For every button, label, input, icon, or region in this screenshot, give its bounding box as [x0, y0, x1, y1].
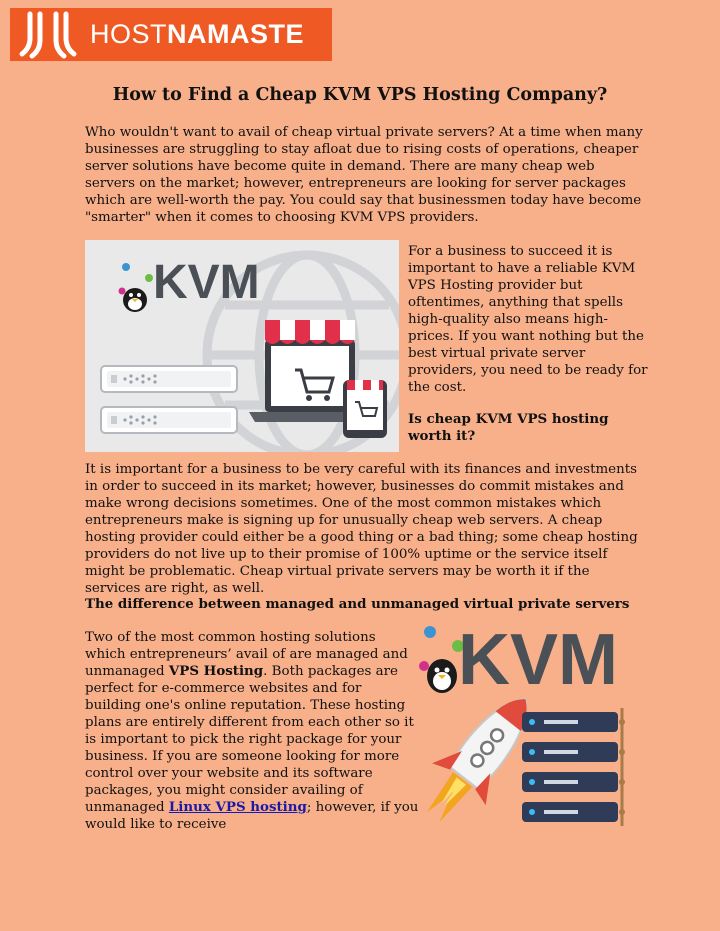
kvm-rocket-graphic: [410, 620, 640, 840]
host-namaste-logo[interactable]: [10, 8, 332, 61]
side-paragraph: For a business to succeed it is important to have a reliable KVM VPS Hosting provider but oftentimes, anything that spells high-quality also means high-prices. If you want nothing but the best virtual private server providers, you need to be ready for the cost.: [408, 244, 648, 395]
kvm-ecommerce-illustration: [85, 240, 399, 452]
last-paragraph-part3: ; however, if you would like to receive: [85, 800, 419, 832]
penguin-icon: [427, 659, 457, 693]
last-paragraph-part1: Two of the most common hosting solutions which entrepreneurs’ avail of are managed and unmanaged: [85, 630, 408, 679]
penguin-icon: [123, 288, 147, 312]
namaste-hands-icon: [18, 8, 78, 61]
logo-text-namaste: NAMASTE: [167, 19, 305, 49]
page-title: How to Find a Cheap KVM VPS Hosting Company?: [112, 85, 608, 105]
intro-paragraph: Who wouldn't want to avail of cheap virtual private servers? At a time when many businesses are struggling to stay afloat due to rising costs of operations, cheaper server solutions have become quite in demand. There are many cheap web servers on the market; however, entrepreneurs are looking for server packages which are well-worth the pay. You could say that businessmen today have become "smarter" when it comes to choosing KVM VPS providers.: [85, 125, 643, 225]
kvm-illustration-graphic: [85, 240, 399, 452]
kvm-logo-text: KVM: [153, 256, 260, 309]
section-heading: The difference between managed and unmanaged virtual private servers: [85, 596, 630, 612]
last-paragraph-part2: . Both packages are perfect for e-commerce websites and for building one's online reputation. These hosting plans are entirely different from each other so it is important to pick the right package for your business. If you are someone looking for more control over your website and its software packages, you might consider availing of unmanaged: [85, 664, 414, 815]
kvm-rocket-illustration: [410, 620, 640, 840]
vps-hosting-bold: VPS Hosting: [168, 663, 264, 679]
last-paragraph: [85, 629, 420, 833]
server-stack-icon: [522, 708, 625, 826]
logo-text-host: HOST: [90, 19, 168, 49]
logo-wordmark: [90, 19, 304, 50]
question-heading: Is cheap KVM VPS hosting worth it?: [408, 411, 609, 444]
kvm-logo-text-2: KVM: [458, 620, 618, 700]
body-paragraph: It is important for a business to be very careful with its finances and investments in order to succeed in its market; however, businesses do commit mistakes and make wrong decisions sometimes. One of the most common mistakes which entrepreneurs make is signing up for unusually cheap web servers. A cheap hosting provider could either be a good thing or a bad thing; some cheap hosting providers do not live up to their promise of 100% uptime or the service itself might be problematic. Cheap virtual private servers may be worth it if the services are right, as well.: [85, 462, 638, 596]
phone-store-icon: [343, 380, 387, 438]
linux-vps-hosting-link[interactable]: Linux VPS hosting: [168, 799, 307, 815]
